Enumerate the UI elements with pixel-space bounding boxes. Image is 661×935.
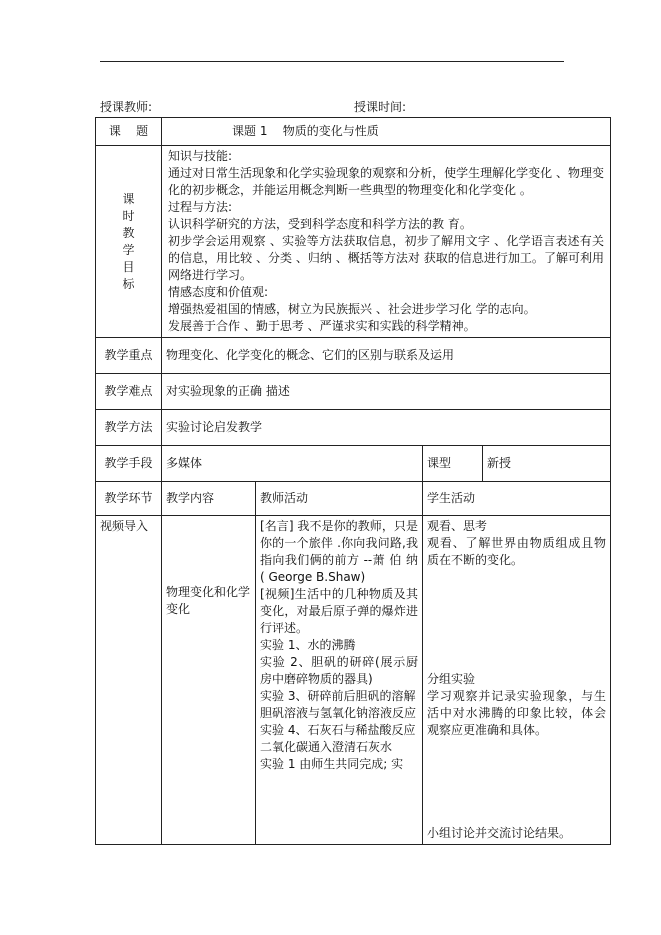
objective-text: 通过对日常生活现象和化学实验现象的观察和分析，使学生理解化学变化 、物理变化的初步概念，并能运用概念判断一些典型的物理变化和化学变化 。 <box>168 166 605 197</box>
col-teacher-header: 教师活动 <box>256 482 423 516</box>
difficulties-row <box>96 374 611 410</box>
teacher-activity-line: [名言] 我不是你的教师，只是你的一个旅伴 .你向我问路,我指向我们俩的前方 --萧 伯 纳 ( George B.Shaw) <box>260 519 418 584</box>
intro-content-cell <box>162 516 256 845</box>
teacher-activity-line: 实验 1 由师生共同完成; 实 <box>260 757 404 771</box>
teacher-activity-line: 胆矾溶液与氢氧化钠溶液反应 <box>260 706 417 720</box>
time-label: 授课时间: <box>354 100 407 114</box>
teacher-activity-line: 实验 3、研碎前后胆矾的溶解 <box>260 689 416 703</box>
col-content-header: 教学内容 <box>162 482 256 516</box>
topic-row <box>96 118 611 146</box>
means-label: 教学手段 <box>96 446 162 482</box>
method-row <box>96 410 611 446</box>
objective-heading-attitude: 情感态度和价值观: <box>168 285 269 299</box>
teacher-activity-line: [视频]生活中的几种物质及其变化，对最后原子弹的爆炸进行评述。 <box>260 587 418 635</box>
topic-value: 课题 1 物质的变化与性质 <box>162 118 611 146</box>
student-activity-line: 观看、思考 <box>427 519 488 533</box>
teacher-activity-line: 二氧化碳通入澄清石灰水 <box>260 740 393 754</box>
method-value: 实验讨论启发教学 <box>162 410 611 446</box>
objective-text: 认识科学研究的方法，受到科学态度和科学方法的教 育。 <box>168 217 472 231</box>
objective-text: 发展善于合作 、勤于思考 、严谨求实和实践的科学精神。 <box>168 319 476 333</box>
method-label: 教学方法 <box>96 410 162 446</box>
student-activity-line: 分组实验 <box>427 672 476 686</box>
objective-heading-process: 过程与方法: <box>168 200 233 214</box>
key-points-value: 物理变化、化学变化的概念、它们的区别与联系及运用 <box>162 338 611 374</box>
student-activity <box>423 516 611 845</box>
intro-stage: 视频导入 <box>96 516 162 845</box>
teacher-activity <box>256 516 423 845</box>
teacher-activity-line: 实验 1、水的沸腾 <box>260 638 356 652</box>
lesson-type-value: 新授 <box>483 446 611 482</box>
difficulties-label: 教学难点 <box>96 374 162 410</box>
objective-text: 初步学会运用观察 、实验等方法获取信息，初步了解用文字 、化学语言表述有关的信息，用比较 、分类 、归纳 、概括等方法对 获取的信息进行加工。了解可利用网络进行学习。 <box>168 234 605 282</box>
intro-row <box>96 516 611 845</box>
means-value: 多媒体 <box>162 446 423 482</box>
student-activity-bottom: 小组讨论并交流讨论结果。 <box>427 826 572 840</box>
intro-content: 物理变化和化学变化 <box>166 585 251 616</box>
objectives-label: 课 时 教 学 目 标 <box>96 146 162 338</box>
difficulties-value: 对实验现象的正确 描述 <box>162 374 611 410</box>
objective-heading-knowledge: 知识与技能: <box>168 149 233 163</box>
objectives-content <box>162 146 611 338</box>
teacher-activity-line: 实验 4、石灰石与稀盐酸反应 <box>260 723 416 737</box>
key-points-label: 教学重点 <box>96 338 162 374</box>
student-activity-line: 学习观察并记录实验现象，与生活中对水沸腾的印象比较，体会观察应更准确和具体。 <box>427 689 607 737</box>
teacher-activity-line: 实验 2、胆矾的研碎(展示厨房中磨碎物质的器具) <box>260 655 418 686</box>
teacher-label: 授课教师: <box>100 100 153 114</box>
topic-label: 课 题 <box>96 118 162 146</box>
lesson-type-label: 课型 <box>423 446 483 482</box>
means-row <box>96 446 611 482</box>
col-student-header: 学生活动 <box>423 482 611 516</box>
student-activity-line: 观看、了解世界由物质组成且物质在不断的变化。 <box>427 536 607 567</box>
key-points-row <box>96 338 611 374</box>
objectives-row <box>96 146 611 338</box>
objective-text: 增强热爱祖国的情感，树立为民族振兴 、社会进步学习化 学的志向。 <box>168 302 536 316</box>
top-rule <box>100 61 564 62</box>
column-header-row <box>96 482 611 516</box>
col-stage-header: 教学环节 <box>96 482 162 516</box>
lesson-plan-table <box>95 117 611 845</box>
